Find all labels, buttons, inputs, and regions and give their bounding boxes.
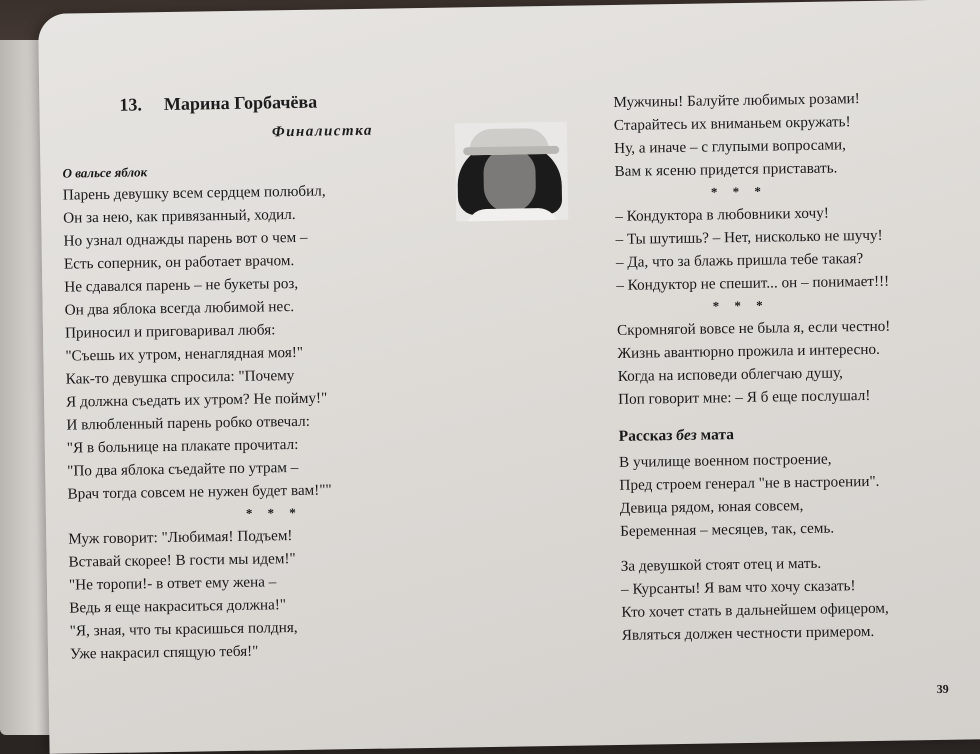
poem-line: "По два яблока съедайте по утрам – <box>67 458 299 480</box>
poem-line: Скромнягой вовсе не была я, если честно! <box>616 317 891 339</box>
poem-line: Уже накрасил спящую тебя!" <box>69 642 259 663</box>
page-number: 39 <box>936 681 949 696</box>
poem-line: И влюбленный парень робко отвечал: <box>66 412 311 434</box>
poem-line: "Я, зная, что ты красишься полдня, <box>69 618 298 640</box>
photo-cap-visor <box>463 146 559 156</box>
poem-line: Ведь я еще накраситься должна!" <box>69 596 287 617</box>
stanza-divider: * * * <box>712 297 769 314</box>
author-name: Марина Горбачёва <box>163 91 318 115</box>
poem-line: Вставай скорее! В гости мы идем!" <box>68 550 296 571</box>
poem-line: Старайтесь их вниманьем окружать! <box>613 113 851 134</box>
section-title-part: без <box>676 426 697 445</box>
poem-line: – Кондуктор не спешит... он – понимает!!! <box>616 272 890 294</box>
poem-line: Парень девушку всем сердцем полюбил, <box>62 182 326 204</box>
poem-line: – Курсанты! Я вам что хочу сказать! <box>620 577 856 598</box>
section-title-part: Рассказ <box>618 427 677 445</box>
poem-line: "Не торопи!- в ответ ему жена – <box>68 573 277 594</box>
stanza-divider: * * * <box>710 183 767 200</box>
poem-line: Жизнь авантюрно прожила и интересно. <box>617 340 880 362</box>
poem-line: Муж говорит: "Любимая! Подъем! <box>68 527 293 548</box>
poem-line: Поп говорит мне: – Я б еще послушал! <box>617 386 871 408</box>
poem-line: Он два яблока всегда любимой нес. <box>64 298 295 319</box>
poem-line: Пред строем генерал "не в настроении". <box>619 472 880 494</box>
poem-line: – Да, что за блажь пришла тебе такая? <box>615 250 864 271</box>
right-column <box>613 87 895 647</box>
stanza-divider: * * * <box>245 504 302 521</box>
author-photo <box>455 122 569 222</box>
section-title-part: мата <box>696 426 735 444</box>
poem-line: – Ты шутишь? – Нет, нисколько не шучу! <box>615 226 883 248</box>
poem-line: Не сдавался парень – не букеты роз, <box>64 274 299 296</box>
left-column <box>62 159 334 665</box>
photo-face <box>483 148 536 213</box>
poem-line: Ну, а иначе – с глупыми вопросами, <box>614 136 847 157</box>
poem-line: За девушкой стоят отец и мать. <box>620 554 822 575</box>
poem-line: Являться должен честности примером. <box>621 622 875 644</box>
book-page <box>38 0 980 754</box>
poem-line: Когда на исповеди облегчаю душу, <box>617 364 844 385</box>
section-title <box>618 419 892 451</box>
poem-line: Кто хочет стать в дальнейшем офицером, <box>621 599 889 621</box>
poem-line: "Съешь их утром, ненаглядная моя!" <box>65 343 304 365</box>
poem-line: Я должна съедать их утром? Не пойму!" <box>65 389 328 411</box>
poem-line: Врач тогда совсем не нужен будет вам!"" <box>67 481 332 503</box>
poem-line: Мужчины! Балуйте любимых розами! <box>613 90 860 111</box>
author-heading <box>119 92 317 116</box>
poem-line: Но узнал однажды парень вот о чем – <box>63 228 308 250</box>
poem-line: Приносил и приговаривал любя: <box>64 321 276 342</box>
poem-line: Беременная – месяцев, так, семь. <box>620 519 835 540</box>
poem-line: – Кондуктора в любовники хочу! <box>615 204 829 225</box>
poem-line: Он за нею, как привязанный, ходил. <box>63 205 296 227</box>
poem-title: О вальсе яблок <box>62 164 148 181</box>
author-subtitle: Финалистка <box>271 122 374 141</box>
poem-line: В училище военном построение, <box>618 450 832 471</box>
entry-number: 13. <box>119 94 143 115</box>
poem-line: Вам к ясеню придется приставать. <box>614 159 838 180</box>
poem-line: Девица рядом, юная совсем, <box>619 497 804 517</box>
photo-shirt <box>466 208 558 222</box>
poem-line: Как-то девушка спросила: "Почему <box>65 367 295 388</box>
poem-line: "Я в больнице на плакате прочитал: <box>66 435 299 457</box>
poem-line: Есть соперник, он работает врачом. <box>63 252 295 273</box>
